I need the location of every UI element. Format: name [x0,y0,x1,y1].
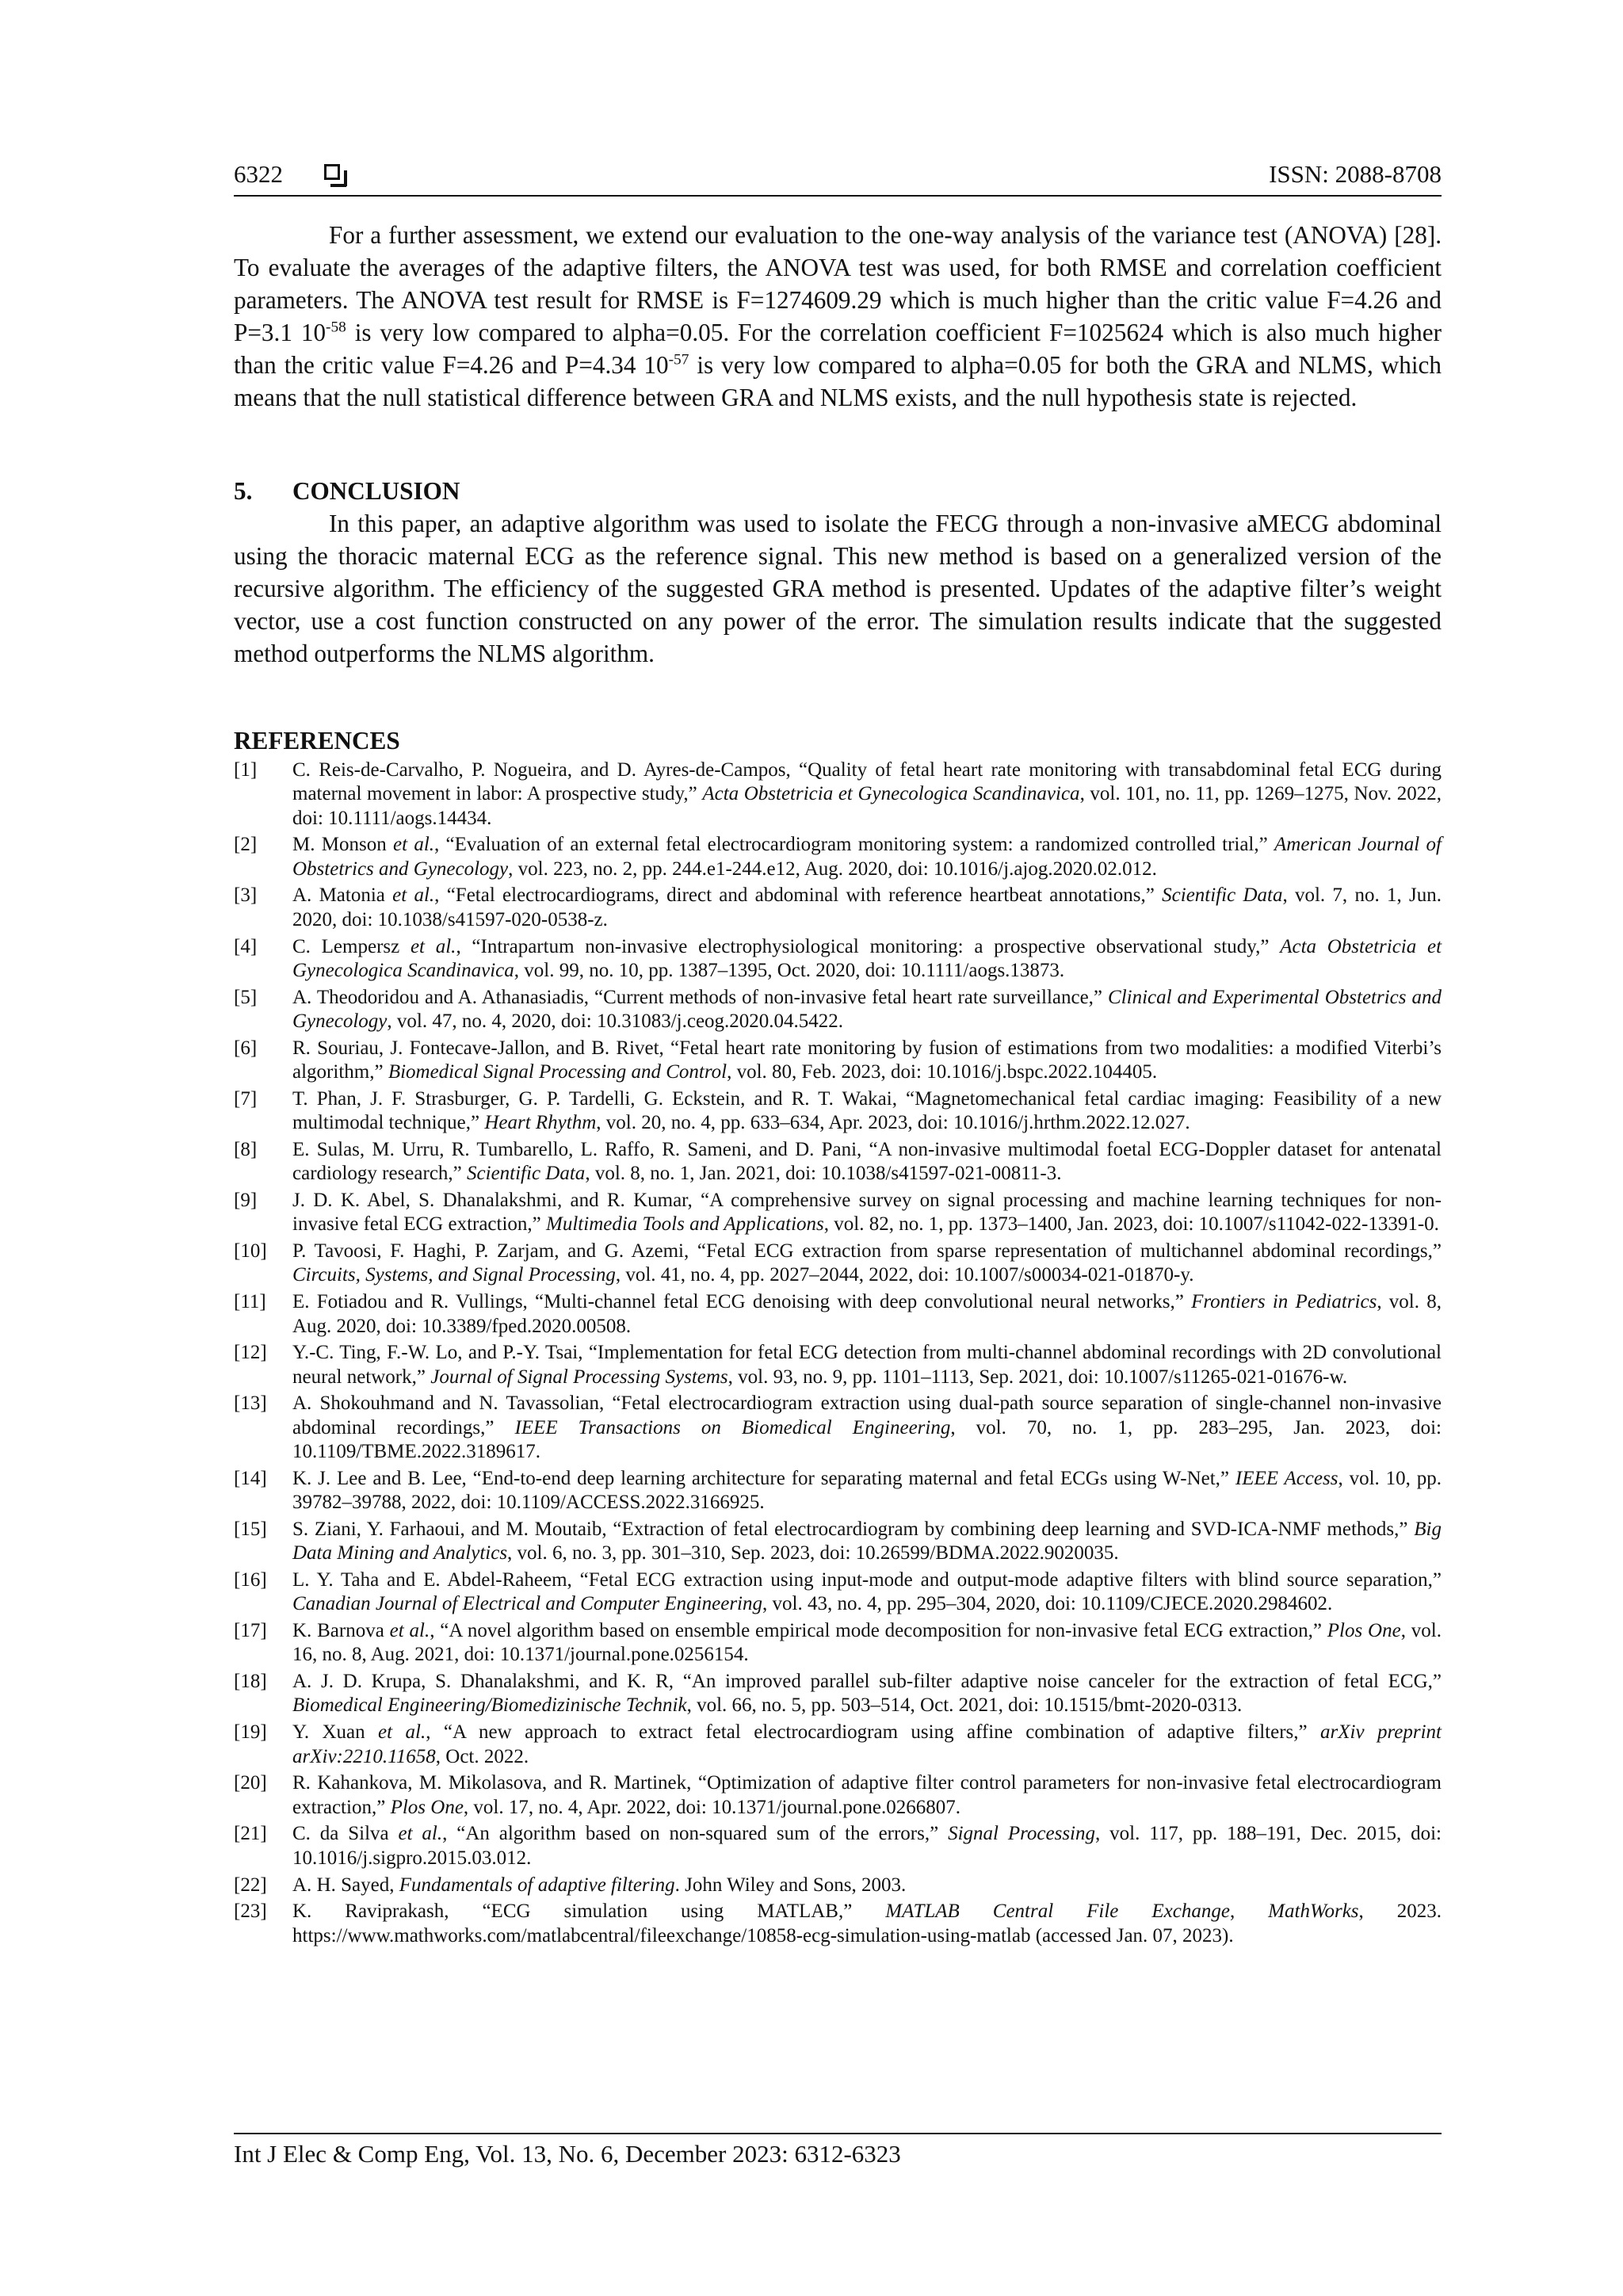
reference-text: A. Matonia [292,884,393,907]
reference-item [234,1240,1442,1288]
reference-italic: MathWorks [1268,1901,1359,1923]
reference-text: R. Souriau, J. Fontecave-Jallon, and B. Rivet, “Fetal heart rate monitoring by fusion of estimations from two modalities: a modified Viterbi’s algorithm,” [292,1037,1442,1083]
reference-text: A. H. Sayed, [292,1874,399,1896]
references-heading: REFERENCES [234,727,400,755]
reference-italic: American Journal of Obstetrics and Gynecology [292,834,1442,880]
reference-index: [13] [234,1392,267,1415]
reference-text: C. Lempersz [292,935,411,957]
reference-item [234,1822,1442,1870]
reference-text: T. Phan, J. F. Strasburger, G. P. Tardelli, G. Eckstein, and R. T. Wakai, “Magnetomechanical fetal cardiac imaging: Feasibility of a new multimodal technique,” [292,1087,1442,1134]
reference-italic: IEEE Access [1235,1467,1338,1489]
reference-index: [21] [234,1823,267,1845]
page-header [234,157,1442,192]
reference-index: [18] [234,1671,267,1693]
reference-italic: arXiv preprint arXiv:2210.11658 [292,1721,1442,1767]
reference-text: , “Fetal electrocardiograms, direct and abdominal with reference heartbeat annotations,” [434,884,1163,907]
reference-index: [1] [234,759,258,781]
footer-rule [234,2133,1442,2134]
reference-text: , Oct. 2022. [435,1745,529,1767]
reference-item [234,1518,1442,1566]
reference-text: K. Barnova [292,1620,390,1642]
reference-index: [8] [234,1138,258,1160]
reference-index: [20] [234,1772,267,1794]
reference-italic: Heart Rhythm [484,1112,597,1134]
reference-text: , vol. 17, no. 4, Apr. 2022, doi: 10.1371/journal.pone.0266807. [463,1796,960,1818]
reference-text: , vol. 8, no. 1, Jan. 2021, doi: 10.1038/s41597-021-00811-3. [585,1163,1062,1185]
anova-exponent-1: -58 [326,319,346,336]
reference-text: Y. Xuan [292,1721,379,1744]
reference-italic: Scientific Data [467,1163,586,1185]
reference-text: R. Kahankova, M. Mikolasova, and R. Martinek, “Optimization of adaptive filter control parameters for non-invasive fetal electrocardiogram extraction,” [292,1772,1442,1818]
reference-text: J. D. K. Abel, S. Dhanalakshmi, and R. Kumar, “A comprehensive survey on signal processing and machine learning techniques for non-invasive fetal ECG extraction,” [292,1190,1442,1236]
conclusion-heading [234,476,1442,507]
reference-italic: Biomedical Engineering/Biomedizinische Technik [292,1694,687,1717]
anova-text-1: For a further assessment, we extend our evaluation to the one-way analysis of the variance test (ANOVA) [28]. To evaluate the averages of the adaptive filters, the ANOVA test was used, for both RMSE and correlation coefficient parameters. The ANOVA test result for RMSE is F=1274609.29 which is much higher than the critic value F=4.26 and P=3.1 10 [234,221,1442,346]
reference-item [234,1467,1442,1515]
reference-text: , vol. 16, no. 8, Aug. 2021, doi: 10.1371/journal.pone.0256154. [292,1620,1442,1666]
reference-index: [14] [234,1467,267,1489]
anova-text-2: is very low compared to alpha=0.05. For the correlation coefficient F=1025624 which is also much higher than the critic value F=4.26 and P=4.34 10 [234,319,1442,379]
reference-text: , “A novel algorithm based on ensemble empirical mode decomposition for non-invasive fetal ECG extraction,” [430,1620,1327,1642]
reference-index: [22] [234,1874,267,1896]
reference-index: [23] [234,1901,267,1923]
reference-text: , “Evaluation of an external fetal electrocardiogram monitoring system: a randomized controlled trial,” [434,834,1275,856]
reference-italic: Fundamentals of adaptive filtering [399,1874,675,1896]
anova-text-3: is very low compared to alpha=0.05 for both the GRA and NLMS, which means that the null statistical difference between GRA and NLMS exists, and the null hypothesis state is rejected. [234,351,1442,411]
reference-item [234,1138,1442,1186]
reference-index: [12] [234,1342,267,1364]
section-number: 5. [234,477,253,505]
reference-index: [6] [234,1037,258,1059]
reference-italic: IEEE Transactions on Biomedical Engineering [514,1416,951,1438]
header-rule [234,195,1442,197]
reference-index: [17] [234,1620,267,1642]
reference-italic: Scientific Data [1162,884,1283,907]
reference-item [234,1568,1442,1617]
reference-italic: Journal of Signal Processing Systems [430,1366,728,1388]
reference-index: [4] [234,935,258,957]
reference-text: , vol. 8, Aug. 2020, doi: 10.3389/fped.2020.00508. [292,1291,1442,1337]
page-footer: Int J Elec & Comp Eng, Vol. 13, No. 6, December 2023: 6312-6323 [234,2140,901,2168]
reference-index: [15] [234,1518,267,1540]
reference-italic: Signal Processing [948,1823,1096,1845]
section-title: CONCLUSION [292,477,460,505]
reference-text: C. da Silva [292,1823,399,1845]
reference-italic: et al. [398,1823,443,1845]
reference-text: Y.-C. Ting, F.-W. Lo, and P.-Y. Tsai, “Implementation for fetal ECG detection from multi-channel abdominal recordings with 2D convolutional neural network,” [292,1342,1442,1388]
anova-exponent-2: -57 [668,351,689,369]
reference-text: , “A new approach to extract fetal electrocardiogram using affine combination of adaptive filters,” [426,1721,1321,1744]
reference-text: , “Intrapartum non-invasive electrophysiological monitoring: a prospective observational study,” [456,935,1281,957]
reference-text: , vol. 47, no. 4, 2020, doi: 10.31083/j.ceog.2020.04.5422. [387,1010,844,1032]
reference-text: , 2023. https://www.mathworks.com/matlabcentral/fileexchange/10858-ecg-simulation-using-matlab (accessed Jan. 07, 2023). [292,1901,1442,1946]
reference-item [234,1290,1442,1339]
reference-text: K. J. Lee and B. Lee, “End-to-end deep learning architecture for separating maternal and fetal ECGs using W-Net,” [292,1467,1235,1489]
reference-italic: Canadian Journal of Electrical and Computer Engineering [292,1593,762,1615]
reference-item [234,1341,1442,1389]
reference-text: , vol. 80, Feb. 2023, doi: 10.1016/j.bspc.2022.104405. [727,1061,1158,1083]
reference-text: C. Reis-de-Carvalho, P. Nogueira, and D. Ayres-de-Campos, “Quality of fetal heart rate monitoring with transabdominal fetal ECG during maternal movement in labor: A prospective study,” [292,759,1442,805]
page-number: 6322 [234,160,283,188]
reference-index: [16] [234,1569,267,1591]
reference-text: S. Ziani, Y. Farhaoui, and M. Moutaib, “Extraction of fetal electrocardiogram by combining deep learning and SVD-ICA-NMF methods,” [292,1518,1415,1540]
reference-item [234,758,1442,831]
reference-index: [10] [234,1240,267,1263]
reference-text: A. J. D. Krupa, S. Dhanalakshmi, and K. R, “An improved parallel sub-filter adaptive noise canceler for the extraction of fetal ECG,” [292,1671,1442,1693]
reference-text: , vol. 82, no. 1, pp. 1373–1400, Jan. 2023, doi: 10.1007/s11042-022-13391-0. [823,1213,1439,1236]
reference-text: , vol. 41, no. 4, pp. 2027–2044, 2022, doi: 10.1007/s00034-021-01870-y. [615,1264,1194,1286]
reference-italic: et al. [389,1620,430,1642]
box-icon [324,164,340,180]
reference-italic: Circuits, Systems, and Signal Processing [292,1264,616,1286]
reference-list [234,758,1442,1948]
reference-item [234,1721,1442,1769]
reference-item [234,1874,1442,1897]
anova-paragraph [234,219,1442,414]
reference-text: E. Sulas, M. Urru, R. Tumbarello, L. Raffo, R. Sameni, and D. Pani, “A non-invasive multimodal foetal ECG-Doppler dataset for antenatal cardiology research,” [292,1138,1442,1185]
reference-italic: et al. [410,935,456,957]
reference-italic: Big Data Mining and Analytics [292,1518,1442,1564]
reference-item [234,1037,1442,1085]
reference-text: A. Theodoridou and A. Athanasiadis, “Current methods of non-invasive fetal heart rate surveillance,” [292,986,1109,1008]
reference-italic: Biomedical Signal Processing and Control [388,1061,727,1083]
conclusion-paragraph: In this paper, an adaptive algorithm was used to isolate the FECG through a non-invasive aMECG abdominal using the thoracic maternal ECG as the reference signal. This new method is based on a generalized version of the recursive algorithm. The efficiency of the suggested GRA method is presented. Updates of the adaptive filter’s weight vector, use a cost function constructed on any power of the error. The simulation results indicate that the suggested method outperforms the NLMS algorithm. [234,510,1442,667]
page-body [234,219,1442,1950]
reference-text: , vol. 6, no. 3, pp. 301–310, Sep. 2023, doi: 10.26599/BDMA.2022.9020035. [507,1542,1119,1564]
reference-item [234,884,1442,932]
reference-text: , [1229,1901,1269,1923]
reference-text: , vol. 43, no. 4, pp. 295–304, 2020, doi: 10.1109/CJECE.2020.2984602. [762,1593,1333,1615]
issn: ISSN: 2088-8708 [1269,160,1442,188]
reference-index: [5] [234,986,258,1008]
reference-text: , vol. 99, no. 10, pp. 1387–1395, Oct. 2020, doi: 10.1111/aogs.13873. [514,959,1065,981]
reference-item [234,1670,1442,1718]
reference-index: [11] [234,1291,266,1313]
reference-index: [3] [234,884,258,907]
reference-italic: Plos One [1327,1620,1401,1642]
reference-italic: Acta Obstetricia et Gynecologica Scandinavica [702,783,1080,805]
reference-text: A. Shokouhmand and N. Tavassolian, “Fetal electrocardiogram extraction using dual-path source separation of single-channel non-invasive abdominal recordings,” [292,1392,1442,1438]
reference-text: . John Wiley and Sons, 2003. [674,1874,907,1896]
reference-italic: MATLAB Central File Exchange [885,1901,1230,1923]
reference-item [234,833,1442,881]
reference-text: , vol. 93, no. 9, pp. 1101–1113, Sep. 2021, doi: 10.1007/s11265-021-01676-w. [727,1366,1348,1388]
reference-text: , vol. 20, no. 4, pp. 633–634, Apr. 2023, doi: 10.1016/j.hrthm.2022.12.027. [596,1112,1190,1134]
reference-italic: et al. [378,1721,426,1744]
reference-item [234,1771,1442,1820]
reference-text: , vol. 223, no. 2, pp. 244.e1-244.e12, Aug. 2020, doi: 10.1016/j.ajog.2020.02.012. [508,858,1157,880]
reference-text: M. Monson [292,834,393,856]
reference-text: , vol. 101, no. 11, pp. 1269–1275, Nov. 2022, doi: 10.1111/aogs.14434. [292,783,1442,829]
reference-text: , vol. 66, no. 5, pp. 503–514, Oct. 2021, doi: 10.1515/bmt-2020-0313. [686,1694,1243,1717]
reference-italic: Clinical and Experimental Obstetrics and Gynecology [292,986,1442,1032]
reference-index: [9] [234,1190,258,1212]
reference-text: , “An algorithm based on non-squared sum of the errors,” [442,1823,949,1845]
reference-index: [7] [234,1087,258,1110]
reference-item [234,1900,1442,1948]
reference-item [234,1087,1442,1136]
reference-italic: Frontiers in Pediatrics [1191,1291,1377,1313]
reference-item [234,986,1442,1034]
reference-text: K. Raviprakash, “ECG simulation using MATLAB,” [292,1901,886,1923]
reference-text: L. Y. Taha and E. Abdel-Raheem, “Fetal ECG extraction using input-mode and output-mode adaptive filters with blind source separation,” [292,1569,1442,1591]
reference-text: P. Tavoosi, F. Haghi, P. Zarjam, and G. Azemi, “Fetal ECG extraction from sparse representation of multichannel abdominal recordings,” [292,1240,1442,1263]
reference-text: , vol. 70, no. 1, pp. 283–295, Jan. 2023, doi: 10.1109/TBME.2022.3189617. [292,1416,1442,1463]
reference-text: E. Fotiadou and R. Vullings, “Multi-channel fetal ECG denoising with deep convolutional neural networks,” [292,1291,1192,1313]
reference-index: [19] [234,1721,267,1744]
reference-item [234,1619,1442,1668]
reference-item [234,1392,1442,1464]
reference-item [234,935,1442,984]
reference-item [234,1189,1442,1237]
reference-text: , vol. 117, pp. 188–191, Dec. 2015, doi: 10.1016/j.sigpro.2015.03.012. [292,1823,1442,1869]
reference-italic: Multimedia Tools and Applications [546,1213,824,1236]
reference-italic: Plos One [390,1796,464,1818]
reference-index: [2] [234,834,258,856]
reference-italic: et al. [392,884,435,907]
reference-text: , vol. 7, no. 1, Jun. 2020, doi: 10.1038/s41597-020-0538-z. [292,884,1442,930]
reference-text: , vol. 10, pp. 39782–39788, 2022, doi: 10.1109/ACCESS.2022.3166925. [292,1467,1442,1514]
reference-italic: et al. [393,834,435,856]
reference-italic: Acta Obstetricia et Gynecologica Scandinavica [292,935,1442,981]
